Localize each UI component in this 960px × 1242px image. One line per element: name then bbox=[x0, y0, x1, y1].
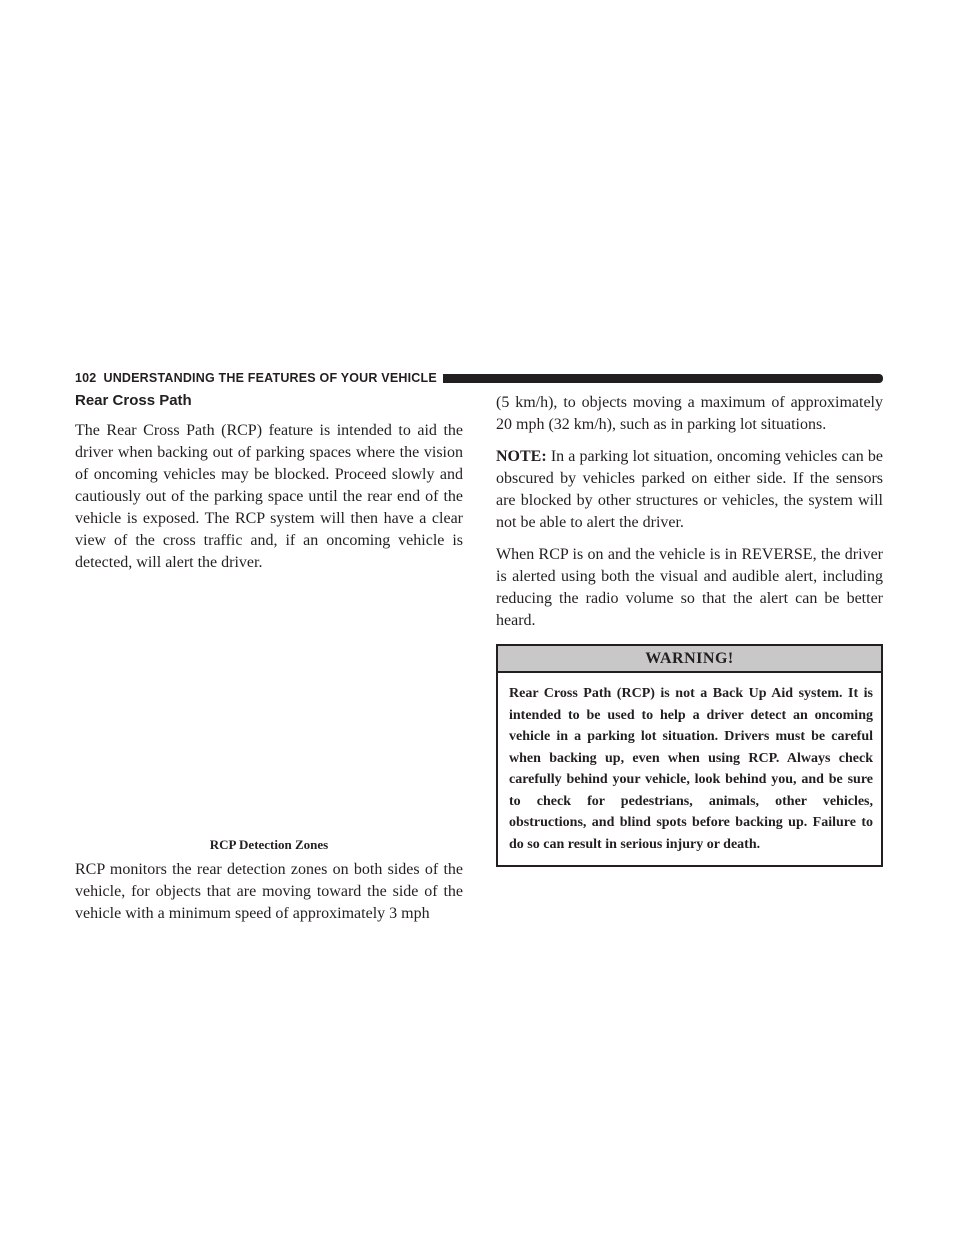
page-header bbox=[75, 370, 883, 386]
warning-box bbox=[496, 644, 883, 867]
note-label: NOTE: bbox=[496, 448, 547, 465]
continued-paragraph: (5 km/h), to objects moving a maximum of approximately 20 mph (32 km/h), such as in parking lot situations. bbox=[496, 394, 883, 433]
right-column bbox=[496, 392, 883, 867]
section-heading: Rear Cross Path bbox=[75, 392, 192, 409]
reverse-paragraph: When RCP is on and the vehicle is in REVERSE, the driver is alerted using both the visual and audible alert, including reducing the radio volume so that the alert can be better heard. bbox=[496, 546, 883, 629]
note-paragraph bbox=[496, 446, 883, 534]
page-number: 102 bbox=[75, 371, 97, 385]
warning-title: WARNING! bbox=[498, 646, 881, 673]
intro-paragraph: The Rear Cross Path (RCP) feature is intended to aid the driver when backing out of parking spaces where the vision of oncoming vehicles may be blocked. Proceed slowly and cautiously out of the parking space until the rear end of the vehicle is exposed. The RCP system will then have a clear view of the cross traffic and, if an oncoming vehicle is detected, will alert the driver. bbox=[75, 422, 463, 571]
note-text: In a parking lot situation, oncoming vehicles can be obscured by vehicles parked on either side. If the sensors are blocked by other structures or vehicles, the system will not be able to alert the driver. bbox=[496, 448, 884, 531]
header-rule bbox=[443, 374, 883, 383]
figure-placeholder bbox=[75, 584, 463, 837]
section-title: UNDERSTANDING THE FEATURES OF YOUR VEHICLE bbox=[103, 371, 437, 385]
figure-caption: RCP Detection Zones bbox=[209, 837, 329, 852]
left-column bbox=[75, 392, 463, 935]
monitor-paragraph: RCP monitors the rear detection zones on both sides of the vehicle, for objects that are moving toward the side of the vehicle with a minimum speed of approximately 3 mph bbox=[75, 861, 463, 922]
warning-body: Rear Cross Path (RCP) is not a Back Up Aid system. It is intended to be used to help a driver detect an oncoming vehicle in a parking lot situation. Drivers must be careful when backing up, even when using RCP. Always check carefully behind your vehicle, look behind you, and be sure to check for pedestrians, animals, other vehicles, obstructions, and blind spots before backing up. Failure to do so can result in serious injury or death. bbox=[509, 686, 873, 852]
